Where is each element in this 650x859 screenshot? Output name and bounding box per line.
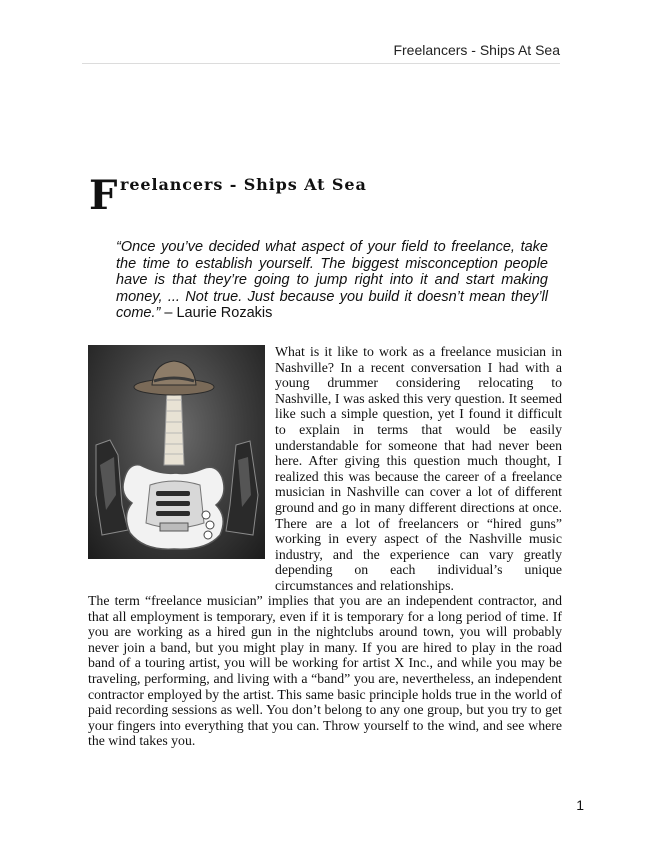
drop-cap: F <box>89 172 118 219</box>
paragraph-text: The term “freelance musician” implies that you are an independent contractor, and that all employment is temporary, even if it is temporary for a long period of time. If you are working as a hired gun in the nightclubs around town, you will probably never join a band, but you might play in many. If you are hired to play in the road band of a touring artist, you will be working for artist X Inc., and while you may be traveling, performing, and living with a “band” you are, nevertheless, an independent contractor employed by the artist. This same basic principle holds true in the world of paid recording sessions as well. You don’t belong to any one group, but you try to get your fingers into everything that you can. Throw yourself to the wind, and see where the wind takes you. <box>88 593 562 749</box>
guitar-photo-illustration <box>88 345 265 559</box>
body-paragraph-1 <box>275 344 562 594</box>
epigraph-quote: “Once you’ve decided what aspect of your field to freelance, take the time to establish yourself. The biggest misconception people have is that they’re going to jump right into it and start making money, ... Not true. Just because you build it doesn’t mean they’ll come.” <box>116 239 548 321</box>
guitar-neck <box>164 387 184 465</box>
paragraph-text: What is it like to work as a freelance musician in Nashville? In a recent conversation I had with a young drummer considering relocating to Nashville, I was asked this very question. It seemed like such a simple question, yet I found it difficult to explain in terms that would be easily understandable for someone that had never been here. After giving this question much thought, I realized this was because the career of a freelance musician in Nashville can cover a lot of different ground and go in many different directions at once. There are a lot of freelancers or “hired guns” working in every aspect of the Nashville music industry, and the experience can vary greatly depending on each individual’s unique circumstances and relationships. <box>275 344 562 593</box>
chapter-title <box>89 172 559 222</box>
page-number: 1 <box>576 797 584 813</box>
hat-crown <box>152 361 196 385</box>
guitar-photo <box>88 345 265 559</box>
running-title: Freelancers - Ships At Sea <box>393 42 560 58</box>
body-paragraph-2 <box>88 593 562 749</box>
knob-3 <box>204 531 212 539</box>
pickup-middle <box>156 501 190 506</box>
bridge <box>160 523 188 531</box>
epigraph-attribution: – Laurie Rozakis <box>160 305 273 321</box>
knob-2 <box>206 521 214 529</box>
pickup-bridge <box>156 511 190 516</box>
pickup-neck <box>156 491 190 496</box>
chapter-title-text: reelancers - Ships At Sea <box>120 175 367 194</box>
running-header <box>82 41 560 64</box>
knob-1 <box>202 511 210 519</box>
epigraph <box>116 239 548 322</box>
